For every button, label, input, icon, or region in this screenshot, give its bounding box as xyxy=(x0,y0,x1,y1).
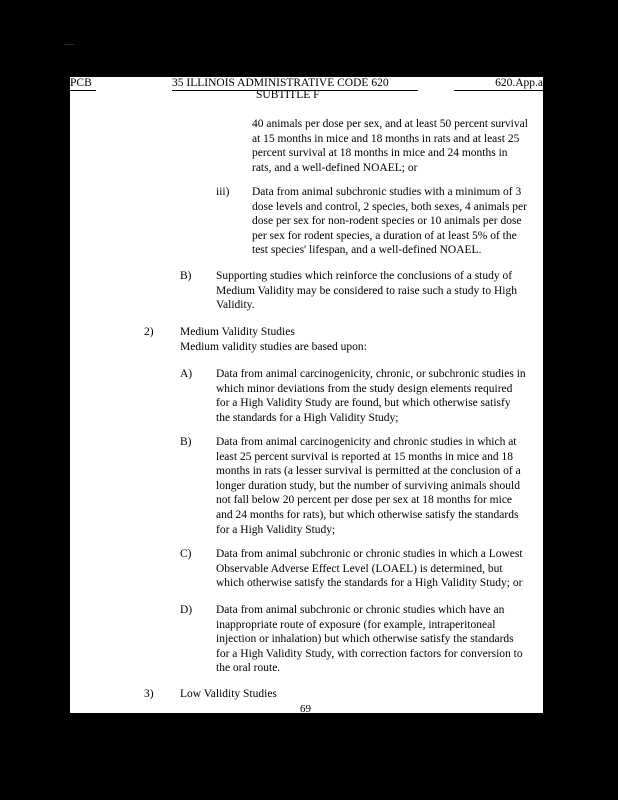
paragraph-medium-a xyxy=(216,367,526,425)
text-line: least 25 percent survival is reported at 15 months in mice and 18 xyxy=(216,450,514,463)
document-page xyxy=(70,77,543,713)
paragraph-supporting-studies xyxy=(216,269,517,313)
text-line: which otherwise satisfy the standards for a High Validity Study; or xyxy=(216,577,523,590)
scan-artifact xyxy=(64,44,74,45)
text-line: per sex for rodent species, a duration of at least 5% of the xyxy=(252,229,517,242)
paragraph-iii xyxy=(252,185,527,258)
header-left: PCB xyxy=(70,77,92,89)
text-line: 40 animals per dose per sex, and at least 50 percent survival xyxy=(252,118,528,130)
text-line: Medium validity studies are based upon: xyxy=(180,340,367,353)
text-line: for a High Validity Study are found, but which otherwise satisfy xyxy=(216,397,511,410)
header-right: 620.App.a xyxy=(495,77,543,89)
header-rule-right xyxy=(454,90,543,91)
section-marker-2: 2) xyxy=(144,326,154,338)
text-line: the oral route. xyxy=(216,662,281,675)
paragraph-medium-d xyxy=(216,603,523,676)
text-line: months in rats (a lesser survival is permitted at the conclusion of a xyxy=(216,465,521,478)
text-line: dose levels and control, 2 species, both sexes, 4 animals per xyxy=(252,200,527,213)
section-title: Medium Validity Studies xyxy=(180,326,295,338)
text-line: Medium Validity may be considered to raise such a study to High xyxy=(216,284,517,297)
text-line: percent survival at 18 months in mice and 24 months in xyxy=(252,147,508,160)
text-line: Data from animal subchronic studies with a minimum of 3 xyxy=(252,186,522,198)
text-line: longer duration study, but the number of surviving animals should xyxy=(216,479,520,492)
text-line: and 24 months for rats), but which otherwise satisfy the standards xyxy=(216,508,519,521)
text-line: for a High Validity Study, with correction factors for conversion to xyxy=(216,647,523,660)
section-heading-medium-validity xyxy=(180,325,367,354)
page-number: 69 xyxy=(300,703,311,713)
text-line: Data from animal carcinogenicity and chronic studies in which at xyxy=(216,436,517,448)
item-marker-b: B) xyxy=(180,270,192,282)
item-marker-c: C) xyxy=(180,548,192,560)
text-line: rats, and a well-defined NOAEL; or xyxy=(252,161,418,174)
text-line: Data from animal carcinogenicity, chronic, or subchronic studies in xyxy=(216,368,526,380)
item-marker-a: A) xyxy=(180,368,193,380)
text-line: dose per sex for non-rodent species or 10 animals per dose xyxy=(252,215,522,228)
item-marker-iii: iii) xyxy=(216,186,230,198)
paragraph-medium-c xyxy=(216,547,523,591)
text-line: test species' lifespan, and a well-defined NOAEL. xyxy=(252,244,482,257)
section-marker-3: 3) xyxy=(144,688,154,700)
text-line: which minor deviations from the study design elements required xyxy=(216,382,513,395)
text-line: at 15 months in mice and 18 months in rats and at least 25 xyxy=(252,132,520,145)
header-rule-left xyxy=(70,90,96,91)
header-subtitle: SUBTITLE F xyxy=(256,89,320,101)
section-heading-low-validity xyxy=(180,687,277,702)
text-line: for a High Validity Study; xyxy=(216,523,336,536)
text-line: not fall below 20 percent per dose per sex at 18 months for mice xyxy=(216,494,513,507)
text-line: Data from animal subchronic or chronic studies which have an xyxy=(216,604,505,616)
section-title: Low Validity Studies xyxy=(180,688,277,700)
header-center: 35 ILLINOIS ADMINISTRATIVE CODE 620 xyxy=(172,77,389,89)
text-line: Validity. xyxy=(216,299,255,312)
continued-paragraph xyxy=(252,117,528,175)
text-line: inappropriate route of exposure (for example, intraperitoneal xyxy=(216,618,496,631)
text-line: injection or inhalation) but which otherwise satisfy the standards xyxy=(216,633,514,646)
item-marker-d: D) xyxy=(180,604,193,616)
text-line: Supporting studies which reinforce the conclusions of a study of xyxy=(216,270,513,282)
text-line: Data from animal subchronic or chronic studies in which a Lowest xyxy=(216,548,523,560)
text-line: Observable Adverse Effect Level (LOAEL) is determined, but xyxy=(216,562,503,575)
text-line: the standards for a High Validity Study; xyxy=(216,411,399,424)
item-marker-b: B) xyxy=(180,436,192,448)
paragraph-medium-b xyxy=(216,435,521,537)
